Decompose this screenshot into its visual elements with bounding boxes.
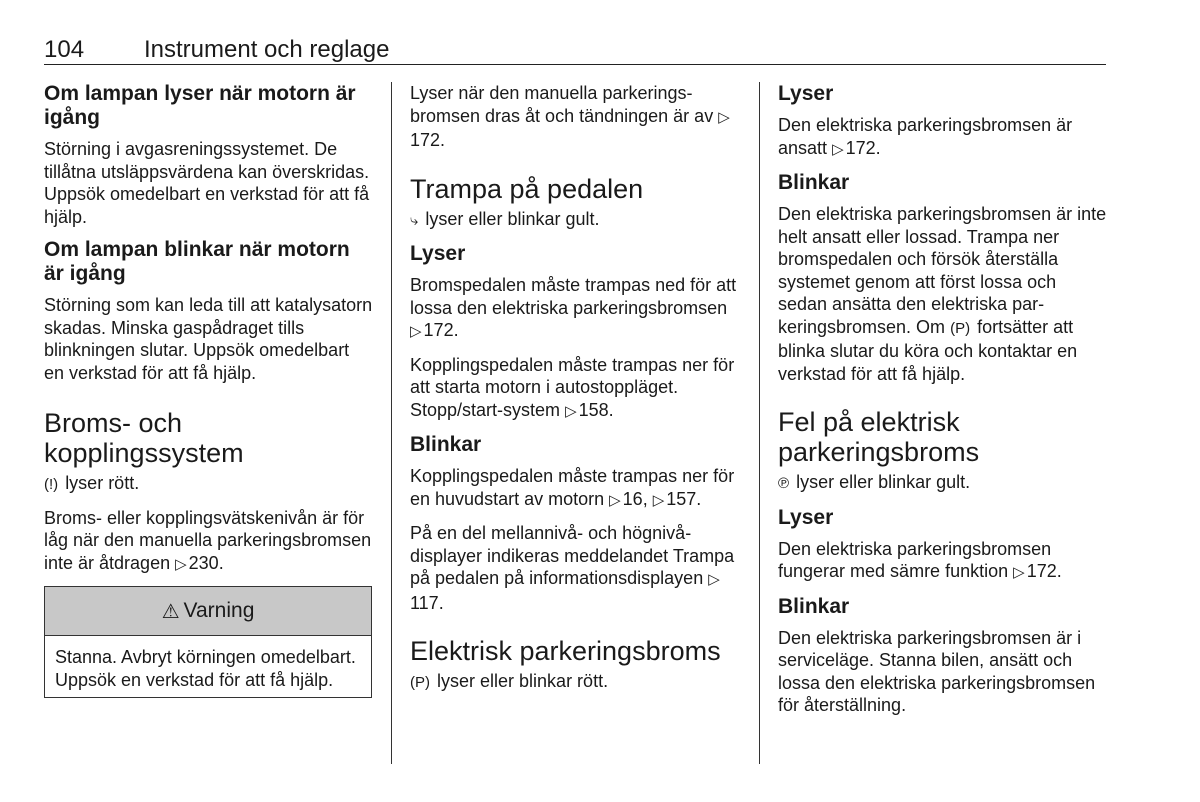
paragraph: Kopplingspedalen måste trampas ner för att starta motorn i autostoppläget. Stopp/start-system ▷ 158. bbox=[410, 354, 742, 424]
subheading: Blinkar bbox=[778, 171, 850, 194]
warning-body bbox=[45, 636, 371, 697]
paragraph: Kopplingspedalen måste trampas ner för en huvudstart av motorn ▷ 16, ▷ 157. bbox=[410, 465, 742, 512]
page-ref-icon: ▷ bbox=[175, 555, 187, 573]
chapter-title: Instrument och reglage bbox=[144, 36, 390, 63]
parking-brake-icon: (P) bbox=[410, 674, 430, 691]
page-ref-icon: ▷ bbox=[609, 491, 621, 509]
column-divider bbox=[391, 82, 392, 764]
page-ref-icon: ▷ bbox=[708, 571, 720, 588]
column-middle bbox=[410, 82, 742, 705]
indicator-line: ⤷ lyser eller blinkar gult. bbox=[410, 208, 742, 233]
paragraph: Den elektriska parkeringsbromsen är inte helt ansatt eller lossad. Trampa ner bromspedalen och försök återställa systemet genom att först lossa och sedan ansätta den elektriska parkeringsbromsen. Om (P) fortsätter att blinka slutar du köra och kontaktar en verkstad för att få hjälp. bbox=[778, 204, 1107, 384]
subheading: Om lampan blinkar när motorn är igång bbox=[44, 238, 350, 285]
parking-brake-fault-icon: ℗ bbox=[778, 475, 790, 492]
subheading: Lyser bbox=[778, 82, 834, 105]
indicator-line: (P) lyser eller blinkar rött. bbox=[410, 670, 742, 695]
subheading: Lyser bbox=[410, 242, 466, 265]
paragraph: Lyser när den manuella parkeringsbromsen dras åt och tändningen är av ▷172. bbox=[410, 83, 730, 150]
paragraph: Den elektriska parkeringsbromsen är i serviceläge. Stanna bilen, ansätt och lossa den elektriska parkeringsbromsen för återställning. bbox=[778, 627, 1096, 715]
section-title: Broms- och kopplingssystem bbox=[44, 408, 244, 468]
subheading: Om lampan lyser när motorn är igång bbox=[44, 82, 356, 129]
paragraph: Den elektriska parkeringsbromsen är ansatt ▷ 172. bbox=[778, 114, 1110, 161]
warning-box bbox=[44, 586, 372, 698]
page-number: 104 bbox=[44, 36, 85, 63]
warning-text: Stanna. Avbryt körningen omedelbart. Uppsök en verkstad för att få hjälp. bbox=[55, 647, 356, 690]
page-ref-icon: ▷ bbox=[565, 402, 577, 420]
page-ref-icon: ▷ bbox=[718, 108, 730, 126]
paragraph: Bromspedalen måste trampas ned för att lossa den elektriska parkeringsbromsen ▷ 172. bbox=[410, 274, 742, 344]
page-ref-icon: ▷ bbox=[1013, 564, 1025, 581]
section-title: Fel på elektrisk parkeringsbroms bbox=[778, 407, 980, 467]
parking-brake-icon: (P) bbox=[950, 319, 971, 337]
pedal-icon: ⤷ bbox=[410, 211, 419, 229]
paragraph: Störning som kan leda till att katalysatorn skadas. Minska gaspådraget tills blinkningen slutar. Uppsök omedelbart en verkstad för att få hjälp. bbox=[44, 295, 373, 383]
paragraph: På en del mellannivå- och högnivådisplayer indikeras meddelandet Trampa på pedalen på informationsdisplayen ▷117. bbox=[410, 523, 735, 613]
subheading: Blinkar bbox=[778, 594, 850, 618]
page-header bbox=[44, 34, 1106, 65]
page-ref-icon: ▷ bbox=[652, 491, 665, 509]
brake-warning-icon: (!) bbox=[44, 476, 59, 493]
warning-header: ⚠ Varning bbox=[45, 587, 371, 636]
indicator-line: ℗ lyser eller blinkar gult. bbox=[778, 471, 1110, 496]
column-left bbox=[44, 82, 374, 698]
subheading: Blinkar bbox=[410, 433, 482, 456]
paragraph: Den elektriska parkeringsbromsen fungerar med sämre funktion ▷ 172. bbox=[778, 538, 1110, 585]
page-ref-icon: ▷ bbox=[832, 140, 844, 158]
subheading: Lyser bbox=[778, 505, 834, 529]
section-title: Trampa på pedalen bbox=[410, 173, 644, 204]
paragraph: Störning i avgasreningssystemet. De tillåtna utsläppsvärdena kan överskridas. Uppsök omedelbart en verkstad för att få hjälp. bbox=[44, 139, 370, 227]
section-title: Elektrisk parkeringsbroms bbox=[410, 636, 721, 666]
column-right bbox=[778, 82, 1110, 727]
indicator-line: (!) lyser rött. bbox=[44, 472, 374, 497]
paragraph: Broms- eller kopplingsvätskenivån är för låg när den manuella parkeringsbromsen inte är åtdragen ▷ 230. bbox=[44, 507, 374, 577]
page-ref-icon: ▷ bbox=[410, 323, 422, 340]
column-divider bbox=[759, 82, 760, 764]
warning-triangle-icon: ⚠ bbox=[161, 600, 180, 623]
